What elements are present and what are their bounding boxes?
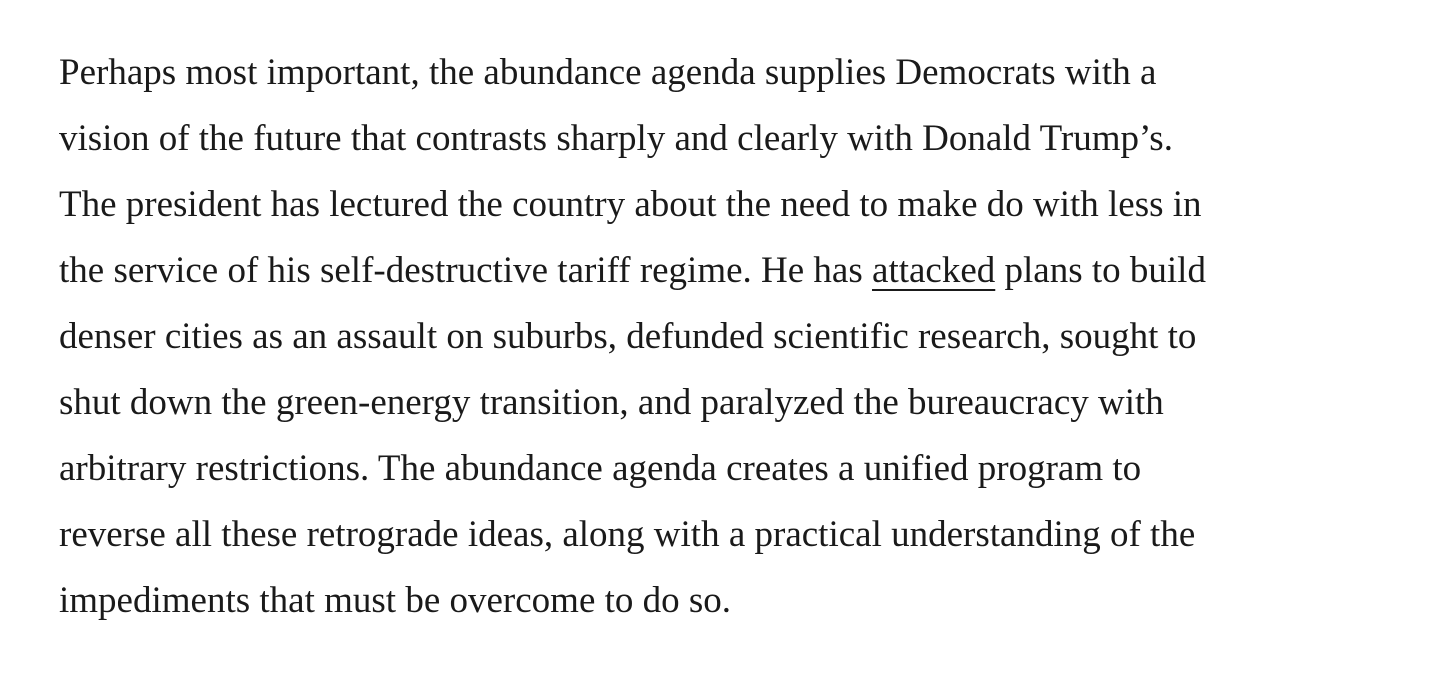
paragraph-line: arbitrary restrictions. The abundance agenda creates a unified program to bbox=[59, 448, 1142, 489]
paragraph-line: reverse all these retrograde ideas, along with a practical understanding of the bbox=[59, 514, 1196, 555]
paragraph-line: Perhaps most important, the abundance agenda supplies Democrats with a bbox=[59, 52, 1157, 93]
paragraph-line: vision of the future that contrasts sharply and clearly with Donald Trump’s. bbox=[59, 118, 1173, 159]
paragraph-line: The president has lectured the country about the need to make do with less in bbox=[59, 184, 1202, 225]
article-paragraph bbox=[59, 40, 1399, 634]
paragraph-text: plans to build bbox=[995, 250, 1206, 291]
paragraph-text: the service of his self-destructive tariff regime. He has bbox=[59, 250, 873, 291]
paragraph-line: impediments that must be overcome to do so. bbox=[59, 580, 732, 621]
paragraph-line: shut down the green-energy transition, and paralyzed the bureaucracy with bbox=[59, 382, 1164, 423]
attacked-link[interactable]: attacked bbox=[872, 250, 996, 291]
paragraph-line bbox=[59, 238, 1399, 304]
paragraph-line: denser cities as an assault on suburbs, defunded scientific research, sought to bbox=[59, 316, 1197, 357]
